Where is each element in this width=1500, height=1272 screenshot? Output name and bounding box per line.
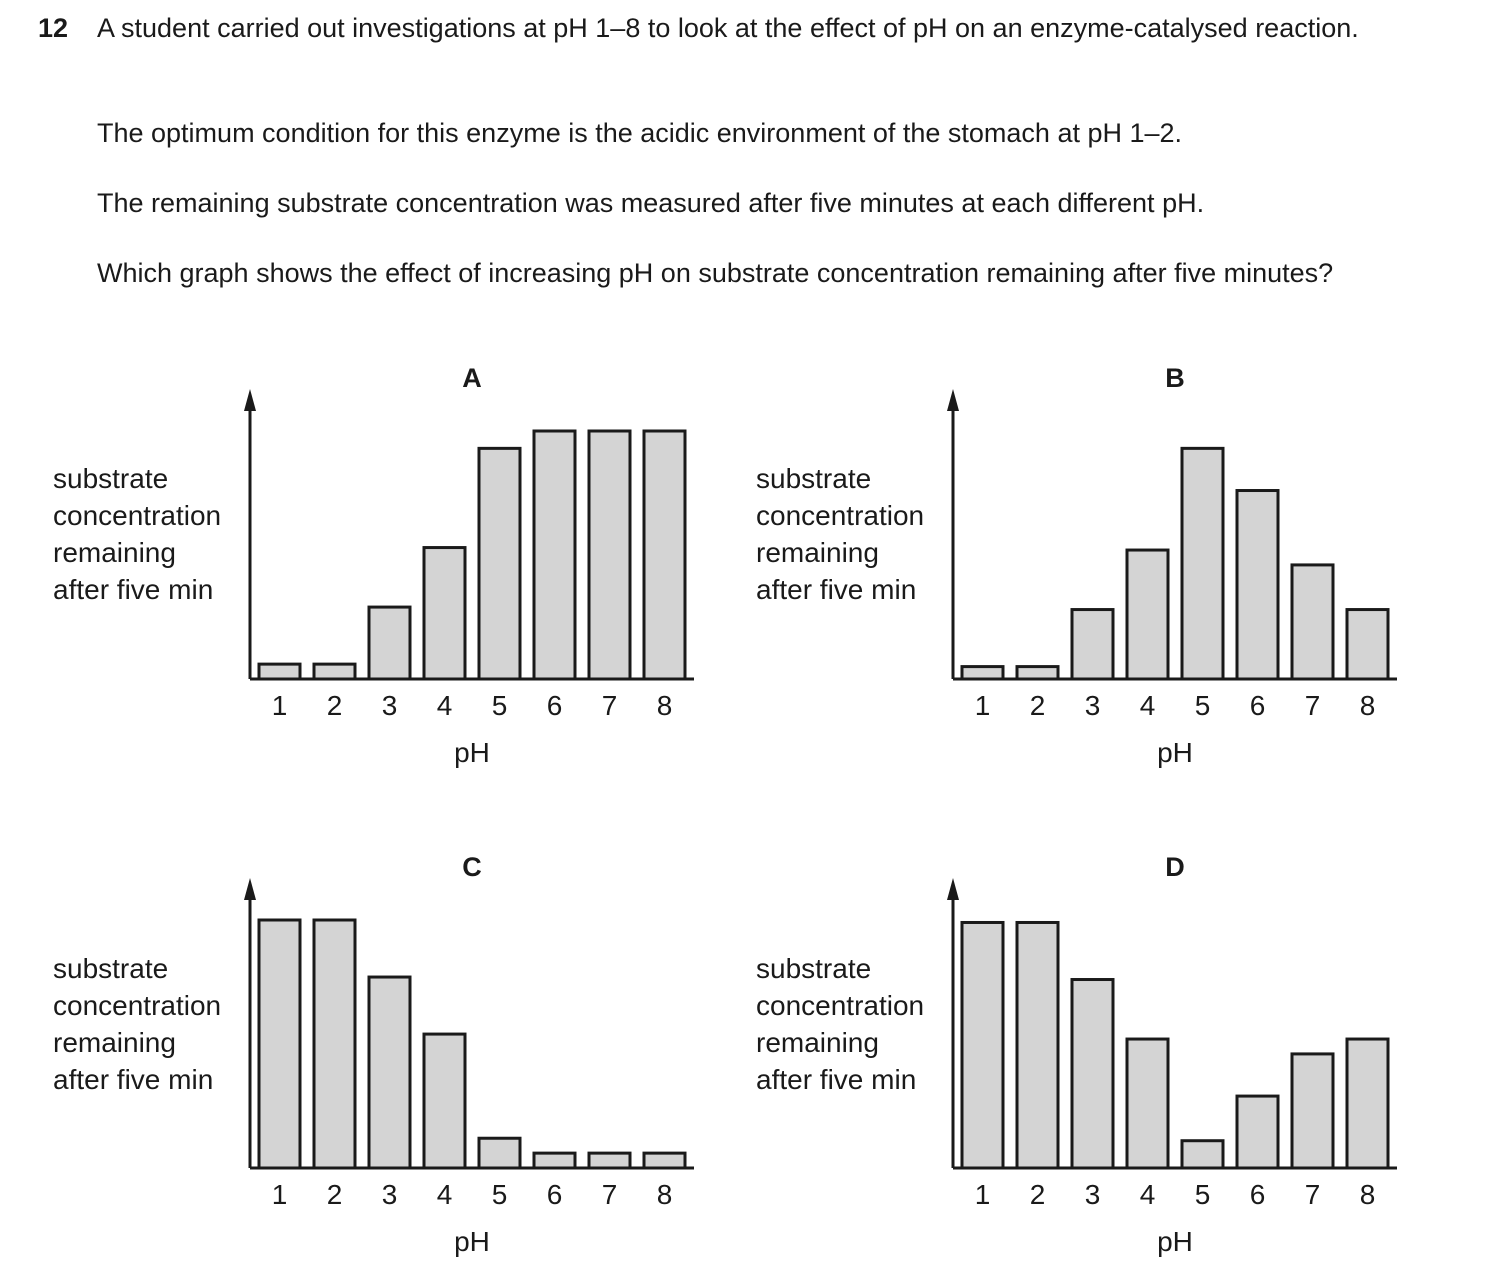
bar-c-ph7 <box>589 1153 630 1168</box>
x-axis-label-c: pH <box>454 1226 490 1257</box>
y-axis-label-c-line3: remaining <box>53 1027 176 1058</box>
question-prompt: Which graph shows the effect of increasing pH on substrate concentration remaining after five minutes? <box>97 258 1334 288</box>
bar-d-ph6 <box>1237 1096 1278 1168</box>
chart-title-c: C <box>462 852 482 882</box>
x-axis-label-d: pH <box>1157 1226 1193 1257</box>
y-axis-label-b-line4: after five min <box>756 574 917 605</box>
tick-label-c-4: 4 <box>436 1179 453 1210</box>
y-axis-label-d-line3: remaining <box>756 1027 879 1058</box>
tick-label-b-8: 8 <box>1359 690 1376 721</box>
bar-b-ph1 <box>962 667 1003 679</box>
chart-title-a: A <box>462 363 482 393</box>
bar-d-ph1 <box>962 922 1003 1168</box>
y-axis-arrow-a <box>244 389 256 411</box>
y-axis-label-c-line2: concentration <box>53 990 222 1021</box>
bar-d-ph8 <box>1347 1039 1388 1168</box>
tick-label-c-7: 7 <box>601 1179 618 1210</box>
tick-label-b-1: 1 <box>974 690 991 721</box>
y-axis-label-d-line1: substrate <box>756 953 872 984</box>
bar-a-ph4 <box>424 548 465 679</box>
tick-label-a-4: 4 <box>436 690 453 721</box>
tick-label-a-7: 7 <box>601 690 618 721</box>
y-axis-label-d-line2: concentration <box>756 990 925 1021</box>
bar-d-ph7 <box>1292 1054 1333 1168</box>
y-axis-label-a-line4: after five min <box>53 574 214 605</box>
y-axis-label-b-line2: concentration <box>756 500 925 531</box>
x-axis-label-a: pH <box>454 737 490 768</box>
chart-c <box>53 852 694 1257</box>
bar-d-ph3 <box>1072 980 1113 1168</box>
tick-label-a-3: 3 <box>381 690 398 721</box>
tick-label-c-2: 2 <box>326 1179 343 1210</box>
y-axis-label-a-line2: concentration <box>53 500 222 531</box>
x-axis-label-b: pH <box>1157 737 1193 768</box>
tick-label-b-7: 7 <box>1304 690 1321 721</box>
tick-label-c-8: 8 <box>656 1179 673 1210</box>
tick-label-d-1: 1 <box>974 1179 991 1210</box>
question-optimum: The optimum condition for this enzyme is the acidic environment of the stomach at pH 1–2. <box>97 118 1183 148</box>
question-measurement: The remaining substrate concentration was measured after five minutes at each different pH. <box>97 188 1205 218</box>
bar-a-ph1 <box>259 664 300 679</box>
tick-label-d-8: 8 <box>1359 1179 1376 1210</box>
tick-label-b-2: 2 <box>1029 690 1046 721</box>
chart-title-d: D <box>1165 852 1185 882</box>
y-axis-arrow-c <box>244 878 256 900</box>
bar-b-ph4 <box>1127 550 1168 679</box>
tick-label-a-1: 1 <box>271 690 288 721</box>
bar-b-ph7 <box>1292 565 1333 679</box>
tick-label-a-5: 5 <box>491 690 508 721</box>
tick-label-c-5: 5 <box>491 1179 508 1210</box>
bar-c-ph6 <box>534 1153 575 1168</box>
bar-b-ph5 <box>1182 448 1223 679</box>
y-axis-arrow-d <box>947 878 959 900</box>
tick-label-b-3: 3 <box>1084 690 1101 721</box>
chart-b <box>756 363 1397 768</box>
bar-d-ph4 <box>1127 1039 1168 1168</box>
bar-b-ph6 <box>1237 491 1278 679</box>
y-axis-label-c-line1: substrate <box>53 953 169 984</box>
question-intro: A student carried out investigations at pH 1–8 to look at the effect of pH on an enzyme-catalysed reaction. <box>97 13 1359 43</box>
tick-label-a-2: 2 <box>326 690 343 721</box>
tick-label-b-4: 4 <box>1139 690 1156 721</box>
bar-a-ph2 <box>314 664 355 679</box>
bar-c-ph4 <box>424 1034 465 1168</box>
y-axis-label-b-line1: substrate <box>756 463 872 494</box>
y-axis-label-a-line3: remaining <box>53 537 176 568</box>
tick-label-a-8: 8 <box>656 690 673 721</box>
bar-c-ph5 <box>479 1138 520 1168</box>
tick-label-b-5: 5 <box>1194 690 1211 721</box>
bar-c-ph8 <box>644 1153 685 1168</box>
chart-title-b: B <box>1165 363 1185 393</box>
bar-c-ph2 <box>314 920 355 1168</box>
tick-label-a-6: 6 <box>546 690 563 721</box>
y-axis-label-c-line4: after five min <box>53 1064 214 1095</box>
bar-a-ph8 <box>644 431 685 679</box>
y-axis-label-d-line4: after five min <box>756 1064 917 1095</box>
y-axis-label-b-line3: remaining <box>756 537 879 568</box>
chart-d <box>756 852 1397 1257</box>
tick-label-d-7: 7 <box>1304 1179 1321 1210</box>
tick-label-d-6: 6 <box>1249 1179 1266 1210</box>
tick-label-d-5: 5 <box>1194 1179 1211 1210</box>
bar-c-ph1 <box>259 920 300 1168</box>
tick-label-d-2: 2 <box>1029 1179 1046 1210</box>
bar-a-ph6 <box>534 431 575 679</box>
question-number: 12 <box>38 13 69 43</box>
bar-a-ph7 <box>589 431 630 679</box>
bar-b-ph2 <box>1017 667 1058 679</box>
tick-label-c-3: 3 <box>381 1179 398 1210</box>
bar-d-ph2 <box>1017 922 1058 1168</box>
bar-d-ph5 <box>1182 1141 1223 1168</box>
bar-b-ph3 <box>1072 610 1113 679</box>
tick-label-b-6: 6 <box>1249 690 1266 721</box>
bar-c-ph3 <box>369 977 410 1168</box>
tick-label-c-1: 1 <box>271 1179 288 1210</box>
bar-a-ph3 <box>369 607 410 679</box>
tick-label-d-4: 4 <box>1139 1179 1156 1210</box>
bar-b-ph8 <box>1347 610 1388 679</box>
tick-label-d-3: 3 <box>1084 1179 1101 1210</box>
y-axis-arrow-b <box>947 389 959 411</box>
chart-a <box>53 363 694 768</box>
y-axis-label-a-line1: substrate <box>53 463 169 494</box>
tick-label-c-6: 6 <box>546 1179 563 1210</box>
bar-a-ph5 <box>479 448 520 679</box>
